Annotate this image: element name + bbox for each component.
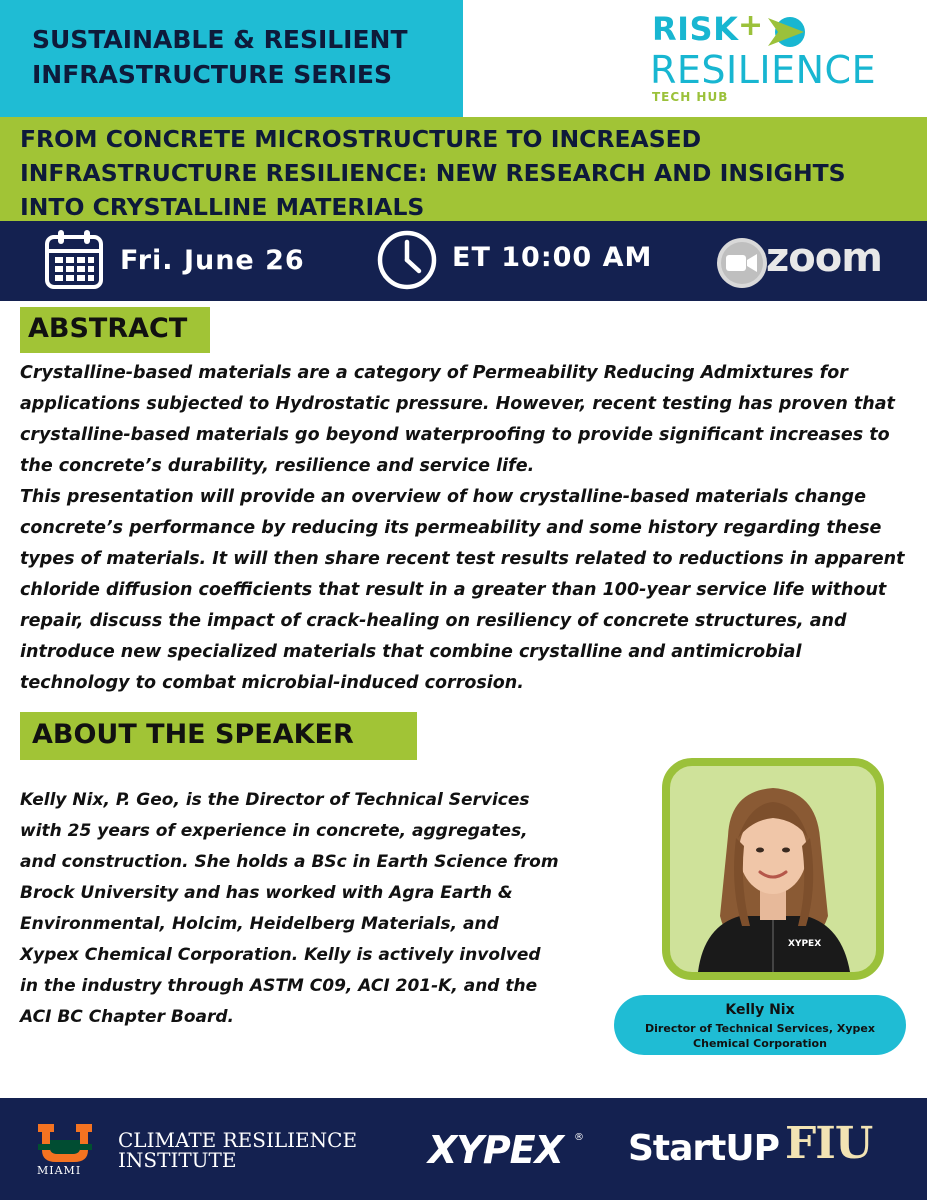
zoom-wordmark: zoom bbox=[766, 235, 882, 281]
startup-logo-text: StartUP bbox=[628, 1128, 780, 1169]
xypex-logo: XYPEX bbox=[428, 1128, 563, 1172]
climate-resilience-institute-logo bbox=[118, 1130, 408, 1170]
fiu-logo-text: FIU bbox=[785, 1118, 873, 1169]
logo-tech-hub-text: TECH HUB bbox=[652, 90, 729, 104]
event-time: ET 10:00 AM bbox=[452, 242, 653, 273]
clock-icon bbox=[376, 229, 438, 291]
xypex-registered-mark: ® bbox=[574, 1132, 584, 1143]
um-miami-text: MIAMI bbox=[37, 1164, 82, 1177]
speaker-bio: Kelly Nix, P. Geo, is the Director of Technical Services with 25 years of experience in concrete, aggregates, and construction. She holds a BSc in Earth Science from Brock University and has worked with Agra Earth & Environmental, Holcim, Heidelberg Materials, and Xypex Chemical Corporation. Kelly is actively involved in the industry through ASTM C09, ACI 201-K, and the ACI BC Chapter Board. bbox=[20, 790, 559, 1027]
speaker-name: Kelly Nix bbox=[725, 1002, 795, 1018]
shirt-logo: XYPEX bbox=[788, 939, 822, 949]
abstract-body bbox=[20, 358, 915, 699]
logo-plus-text: + bbox=[738, 8, 764, 43]
um-u-logo-icon bbox=[36, 1122, 94, 1164]
abstract-heading: ABSTRACT bbox=[28, 313, 188, 344]
zoom-icon bbox=[712, 236, 774, 290]
logo-arrow-icon bbox=[766, 14, 806, 50]
talk-title: FROM CONCRETE MICROSTRUCTURE TO INCREASED INFRASTRUCTURE RESILIENCE: NEW RESEARCH AND INSIGHTS INTO CRYSTALLINE MATERIALS bbox=[20, 125, 846, 221]
speaker-heading: ABOUT THE SPEAKER bbox=[32, 719, 354, 750]
abstract-paragraph-1: Crystalline-based materials are a category of Permeability Reducing Admixtures for applications subjected to Hydrostatic pressure. However, recent testing has proven that crystalline-based materials go beyond waterproofing to provide significant increases to the concrete’s durability, resilience and service life. bbox=[20, 363, 895, 476]
speaker-role: Director of Technical Services, Xypex Chemical Corporation bbox=[645, 1022, 875, 1050]
speaker-portrait-icon bbox=[670, 766, 876, 972]
event-date: Fri. June 26 bbox=[120, 245, 305, 276]
logo-risk-text: RISK bbox=[652, 10, 739, 48]
cri-line-1: CLIMATE RESILIENCE bbox=[118, 1128, 358, 1152]
cri-line-2: INSTITUTE bbox=[118, 1148, 237, 1172]
logo-resilience-text: RESILIENCE bbox=[650, 48, 877, 92]
abstract-paragraph-2: This presentation will provide an overview of how crystalline-based materials change concrete’s performance by reducing its permeability and some history regarding these types of materials. It will then share recent test results related to reductions in apparent chloride diffusion coefficients that result in a greater than 100-year service life without repair, discuss the impact of crack-healing on resiliency of concrete structures, and introduce new specialized materials that combine crystalline and antimicrobial technology to combat microbial-induced corrosion. bbox=[20, 487, 905, 693]
calendar-icon bbox=[44, 229, 104, 291]
speaker-photo bbox=[662, 758, 884, 980]
series-title: SUSTAINABLE & RESILIENT INFRASTRUCTURE SERIES bbox=[32, 25, 408, 89]
